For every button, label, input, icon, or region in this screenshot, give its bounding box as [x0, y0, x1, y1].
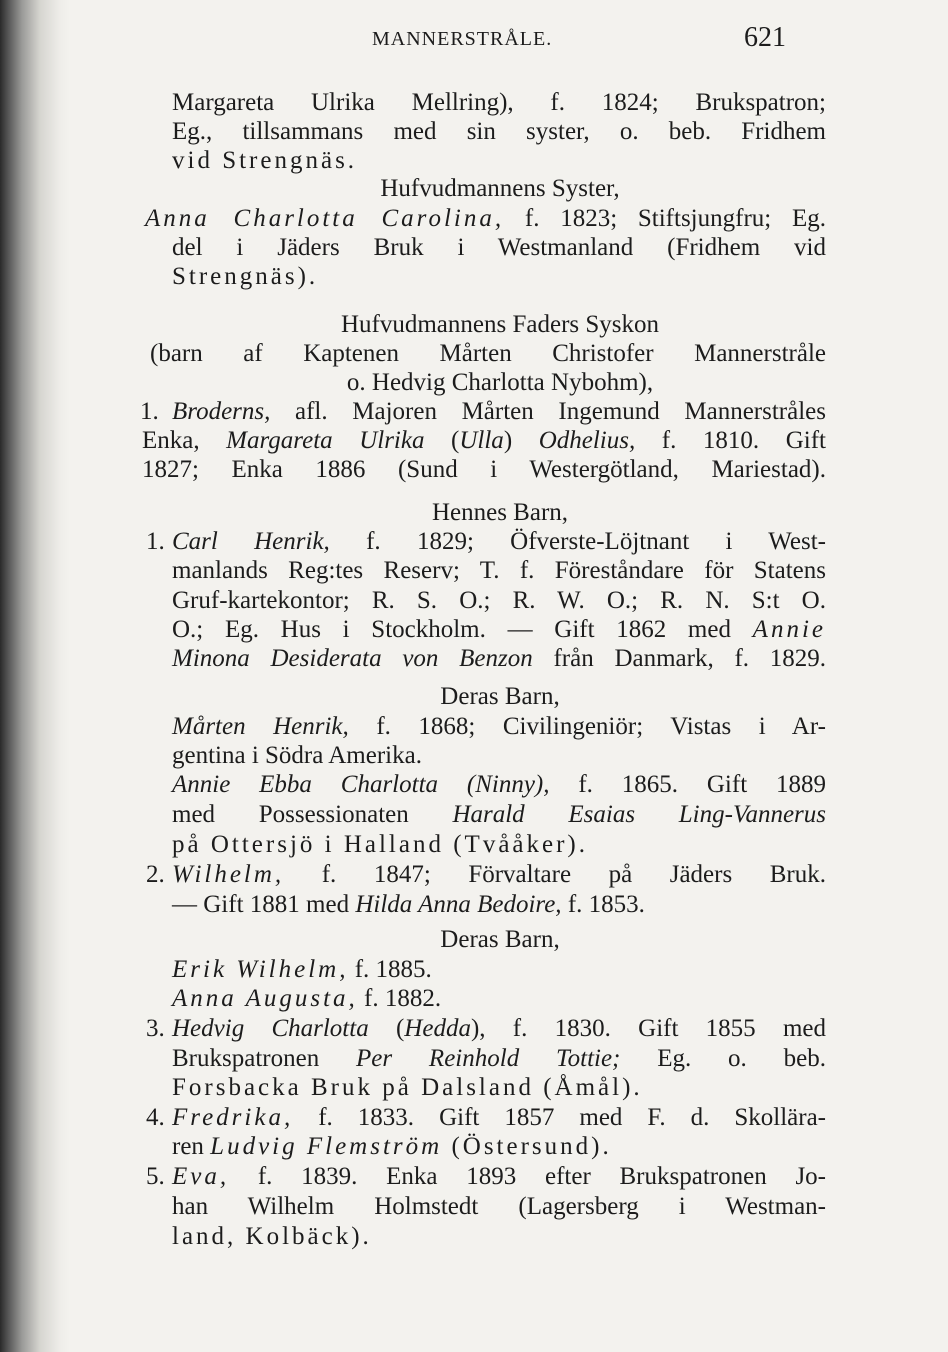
text-span: f. 1839. Enka 1893 efter Brukspatronen Jo- — [229, 1163, 826, 1190]
list-number: 2. — [146, 861, 165, 888]
text-line — [145, 204, 826, 234]
text-span: Hedvig Charlotta — [172, 1015, 369, 1042]
page-number: 621 — [744, 22, 786, 53]
section-heading: Hufvudmannens Faders Syskon — [340, 311, 660, 338]
text-line — [172, 146, 826, 176]
text-span: med Possessionaten — [172, 801, 453, 828]
text-span: land, Kolbäck). — [172, 1223, 372, 1250]
text-line — [172, 712, 826, 742]
text-line — [172, 527, 826, 557]
list-number: 1. — [146, 528, 165, 555]
list-number: 5. — [146, 1163, 165, 1190]
list-number: 1. — [140, 398, 159, 425]
text-line — [172, 1103, 826, 1133]
text-line — [172, 1132, 826, 1162]
text-line — [172, 397, 826, 427]
text-span: Annie Ebba Charlotta (Ninny), — [172, 771, 550, 798]
text-span: Carl Henrik, — [172, 528, 330, 555]
text-line — [172, 860, 826, 890]
running-head: MANNERSTRÅLE. — [372, 28, 553, 50]
section-heading: Hennes Barn, — [431, 499, 569, 526]
text-span: ) — [503, 427, 539, 454]
text-span: ( — [424, 427, 460, 454]
text-span: f. 1833. Gift 1857 med F. d. Skollära- — [293, 1104, 826, 1131]
text-line: han Wilhelm Holmstedt (Lagersberg i Westman- — [172, 1193, 826, 1220]
text-span: Broderns, — [172, 398, 271, 425]
text-span: Eva, — [172, 1163, 230, 1190]
text-span: Strengnäs). — [172, 263, 319, 290]
text-span: (Östersund). — [442, 1133, 612, 1160]
text-span: Eg. o. beb. — [620, 1045, 826, 1072]
text-span: — Gift 1881 med — [172, 891, 356, 918]
text-span: ren — [172, 1133, 211, 1160]
list-number: 3. — [146, 1015, 165, 1042]
text-line — [172, 1044, 826, 1074]
text-span: Anna Charlotta Carolina, — [145, 205, 505, 232]
text-line — [172, 955, 826, 985]
text-span: på Ottersjö i Halland (Tvååker). — [172, 831, 589, 858]
text-span: Forsbacka Bruk på Dalsland (Åmål). — [172, 1074, 643, 1101]
section-heading: Deras Barn, — [440, 926, 560, 953]
text-span: f. 1853. — [561, 891, 645, 918]
text-span: Enka, — [142, 427, 227, 454]
text-span: Ulla — [459, 427, 504, 454]
text-line: Gruf-kartekontor; R. S. O.; R. W. O.; R. N. S:t O. — [172, 587, 826, 614]
text-line — [172, 1014, 826, 1044]
text-span: Ludvig Flemström — [210, 1133, 443, 1160]
text-line: o. Hedvig Charlotta Nybohm), — [346, 369, 654, 396]
text-span: Mårten Henrik, — [172, 713, 349, 740]
text-span: f. 1885. — [348, 956, 432, 983]
text-line — [172, 615, 826, 645]
text-line: del i Jäders Bruk i Westmanland (Fridhem vid — [172, 234, 826, 261]
text-span: Wilhelm, — [172, 861, 285, 888]
text-line — [172, 890, 826, 920]
text-span: Harald Esaias Ling-Vannerus — [452, 801, 826, 828]
text-line: (barn af Kaptenen Mårten Christofer Mannerstråle — [150, 340, 826, 367]
text-line — [142, 426, 826, 456]
text-span: Brukspatronen — [172, 1045, 357, 1072]
text-line: manlands Reg:tes Reserv; T. f. Föreståndare för Statens — [172, 557, 826, 584]
text-line — [172, 770, 826, 800]
text-line: Eg., tillsammans med sin syster, o. beb. Fridhem — [172, 118, 826, 145]
text-span: f. 1847; Förvaltare på Jäders Bruk. — [284, 861, 826, 888]
text-span: f. 1868; Civilingeniör; Vistas i Ar- — [348, 713, 826, 740]
text-span: Erik Wilhelm, — [172, 956, 349, 983]
text-span: f. 1865. Gift 1889 — [549, 771, 826, 798]
text-span: ( — [368, 1015, 405, 1042]
text-span: Hedda — [404, 1015, 471, 1042]
section-heading: Hufvudmannens Syster, — [380, 175, 620, 202]
text-span: Fredrika, — [172, 1104, 294, 1131]
text-line — [172, 800, 826, 830]
text-span: ), f. 1830. Gift 1855 med — [470, 1015, 826, 1042]
text-line — [172, 830, 826, 860]
text-span: f. 1829; Öfverste-Löjtnant i West- — [329, 528, 826, 555]
text-span: Hilda Anna Bedoire, — [355, 891, 562, 918]
text-span: afl. Majoren Mårten Ingemund Mannerstråles — [270, 398, 826, 425]
text-span: Anna Augusta, — [172, 985, 358, 1012]
text-line — [172, 1073, 826, 1103]
text-line — [172, 262, 826, 292]
text-span: Per Reinhold Tottie; — [356, 1045, 621, 1072]
text-span: vid Strengnäs. — [172, 147, 358, 174]
text-span: Margareta Ulrika — [226, 427, 425, 454]
text-span: från Danmark, f. 1829. — [532, 645, 827, 672]
text-span: f. 1882. — [357, 985, 442, 1012]
text-span: Annie — [752, 616, 826, 643]
text-line: Margareta Ulrika Mellring), f. 1824; Brukspatron; — [172, 89, 826, 116]
text-line — [172, 644, 826, 674]
text-line: gentina i Södra Amerika. — [172, 742, 422, 769]
text-span: Minona Desiderata von Benzon — [172, 645, 533, 672]
text-span: Odhelius, — [538, 427, 636, 454]
text-line: 1827; Enka 1886 (Sund i Westergötland, Mariestad). — [142, 456, 826, 483]
text-line — [172, 1162, 826, 1192]
text-line — [172, 984, 826, 1014]
text-span: f. 1823; Stiftsjungfru; Eg. — [504, 205, 826, 232]
text-span: f. 1810. Gift — [635, 427, 826, 454]
list-number: 4. — [146, 1104, 165, 1131]
section-heading: Deras Barn, — [440, 683, 560, 710]
text-line — [172, 1222, 826, 1252]
text-span: O.; Eg. Hus i Stockholm. — Gift 1862 med — [172, 616, 753, 643]
